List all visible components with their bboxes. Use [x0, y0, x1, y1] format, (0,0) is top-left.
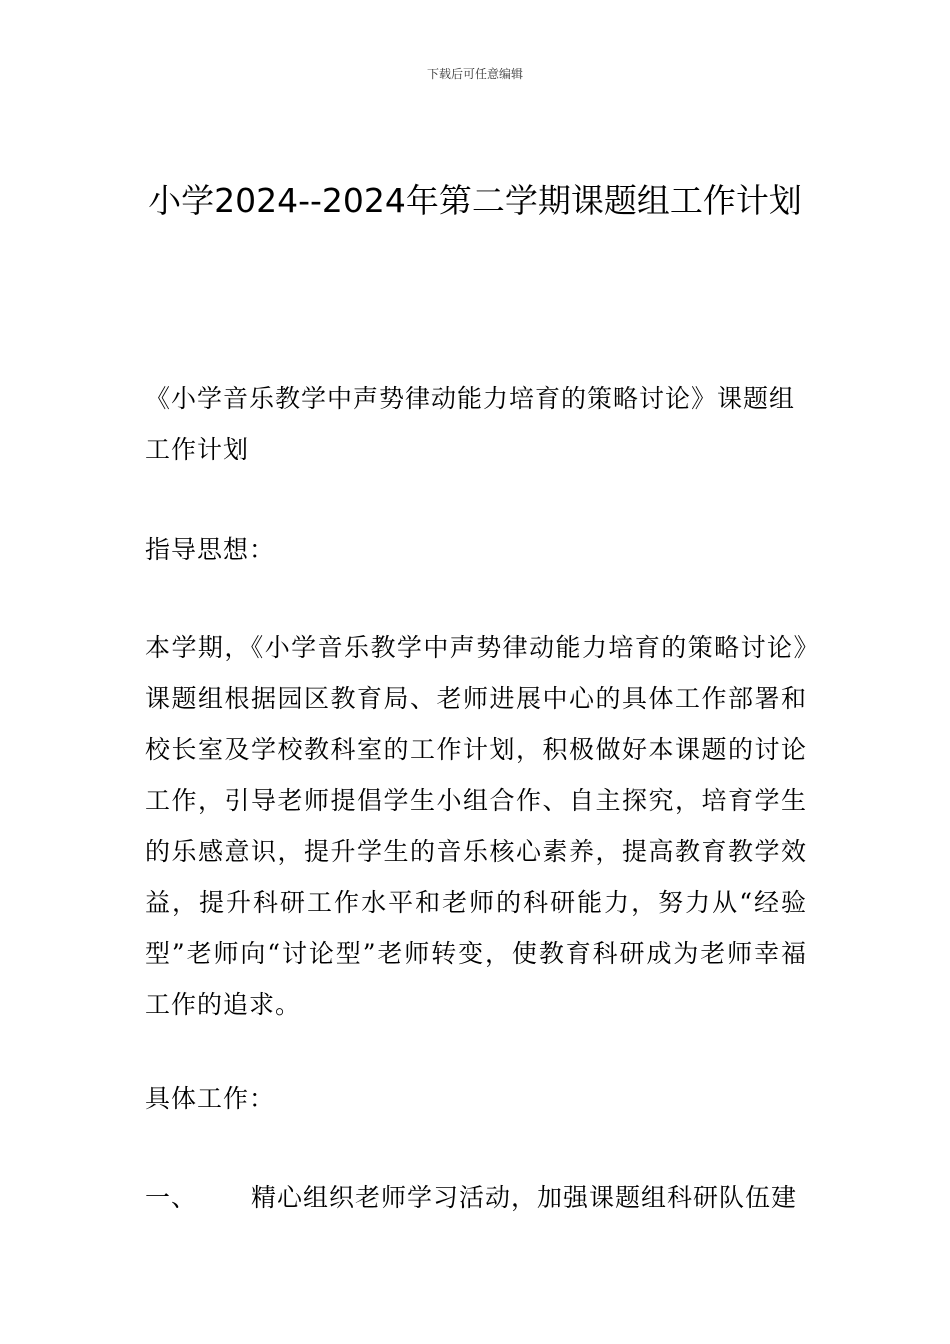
work-heading: 具体工作：: [145, 1084, 276, 1113]
guide-paragraph: 本学期，《小学音乐教学中声势律动能力培育的策略讨论》课题组根据园区教育局、老师进展中心的具体工作部署和校长室及学校教科室的工作计划，积极做好本课题的讨论工作，引导老师提倡学生小组合作、自主探究，培育学生的乐感意识，提升学生的音乐核心素养，提高教育教学效益，提升科研工作水平和老师的科研能力，努力从“经验型”老师向“讨论型”老师转变，使教育科研成为老师幸福工作的追求。: [145, 633, 807, 1019]
list-item-marker: 一、: [145, 1183, 198, 1212]
document-title: 小学2024--2024年第二学期课题组工作计划: [148, 181, 802, 220]
list-item-text: 精心组织老师学习活动，加强课题组科研队伍建: [251, 1183, 798, 1212]
header-note: 下载后可任意编辑: [426, 67, 523, 81]
document-subtitle: 《小学音乐教学中声势律动能力培育的策略讨论》课题组工作计划: [145, 384, 796, 464]
guide-heading: 指导思想：: [145, 535, 276, 564]
list-item: [145, 1172, 807, 1223]
